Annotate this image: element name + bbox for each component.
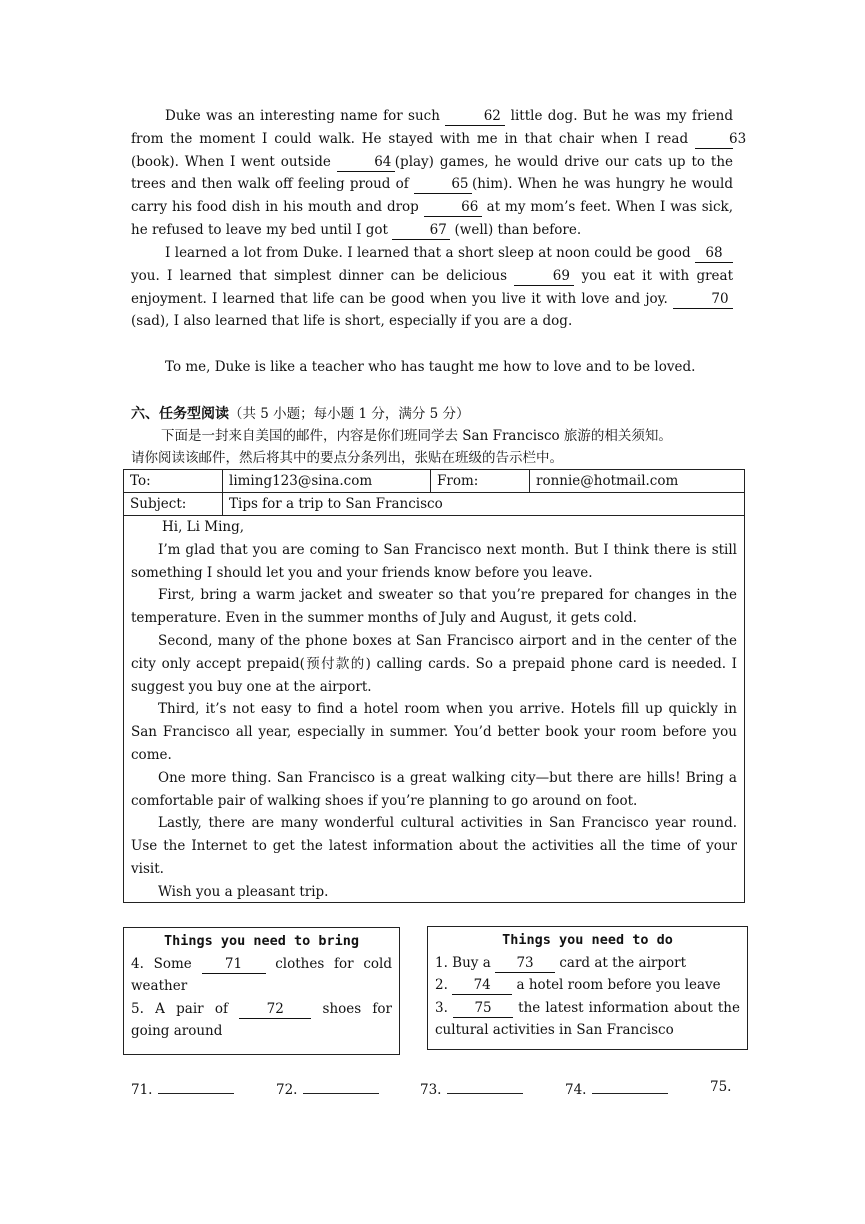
answer-line[interactable] bbox=[447, 1079, 523, 1094]
email-signoff: Wish you a pleasant trip. bbox=[158, 883, 329, 900]
email-from-label: From: bbox=[431, 470, 530, 493]
section-title: 六、任务型阅读 bbox=[131, 406, 229, 422]
email-subject-label: Subject: bbox=[124, 493, 223, 516]
answer-74[interactable] bbox=[565, 1079, 668, 1098]
blank-72[interactable]: 72 bbox=[239, 1001, 311, 1019]
bring-item-4 bbox=[131, 953, 392, 998]
blank-63[interactable]: 63 bbox=[695, 131, 733, 149]
email-to-value: liming123@sina.com bbox=[223, 470, 431, 493]
item-text: clothes for cold weather bbox=[131, 955, 392, 995]
passage-text: (book). When I went outside bbox=[131, 153, 331, 170]
email-paragraph: First, bring a warm jacket and sweater so that you’re prepared for changes in the temperature. Even in the summer months of July and August, it gets cold. bbox=[131, 587, 737, 627]
blank-73[interactable]: 73 bbox=[495, 955, 555, 973]
blank-62[interactable]: 62 bbox=[445, 108, 505, 126]
passage-paragraph-2 bbox=[131, 242, 733, 333]
answer-number: 73. bbox=[420, 1082, 442, 1098]
do-box-title: Things you need to do bbox=[502, 932, 673, 948]
section-heading bbox=[131, 402, 470, 423]
email-to-label: To: bbox=[124, 470, 223, 493]
answer-line[interactable] bbox=[303, 1079, 379, 1094]
passage-text: Duke was an interesting name for such bbox=[165, 108, 440, 124]
item-text: 5. A pair of bbox=[131, 1000, 228, 1017]
answer-line[interactable] bbox=[592, 1079, 668, 1094]
email-header-table bbox=[123, 469, 745, 516]
blank-65[interactable]: 65 bbox=[414, 176, 472, 194]
do-item-3 bbox=[435, 997, 740, 1042]
item-text: card at the airport bbox=[559, 954, 686, 971]
item-text: 1. Buy a bbox=[435, 954, 491, 971]
passage-text: at my mom’s feet. When I was sick, he refused to leave my bed until I got bbox=[131, 199, 733, 238]
email-from-value: ronnie@hotmail.com bbox=[530, 470, 745, 493]
item-text: shoes for going around bbox=[131, 1000, 393, 1040]
answer-line[interactable] bbox=[158, 1079, 234, 1094]
answer-72[interactable] bbox=[276, 1079, 379, 1098]
blank-68[interactable]: 68 bbox=[695, 245, 733, 263]
blank-67[interactable]: 67 bbox=[392, 222, 450, 240]
email-paragraph: One more thing. San Francisco is a great walking city—but there are hills! Bring a comfortable pair of walking shoes if you’re planning to go around on foot. bbox=[131, 769, 737, 809]
answer-number: 72. bbox=[276, 1082, 298, 1098]
section-subtitle: （共 5 小题；每小题 1 分，满分 5 分） bbox=[229, 406, 470, 422]
answer-75[interactable] bbox=[710, 1079, 731, 1095]
bring-item-5 bbox=[131, 998, 392, 1043]
answer-73[interactable] bbox=[420, 1079, 523, 1098]
passage-text: you eat it with great enjoyment. I learned that life can be good when you live it with love and joy. bbox=[131, 267, 734, 307]
passage-text: little dog. But he was my friend from the moment I could walk. He stayed with me in that chair when I read bbox=[131, 108, 734, 147]
blank-70[interactable]: 70 bbox=[673, 291, 733, 309]
email-paragraph: I’m glad that you are coming to San Francisco next month. But I think there is still something I should let you and your friends know before you leave. bbox=[131, 541, 737, 581]
item-text: 4. Some bbox=[131, 955, 192, 972]
blank-71[interactable]: 71 bbox=[202, 956, 266, 974]
email-paragraph: Lastly, there are many wonderful cultural activities in San Francisco year round. Use the Internet to get the latest information about the activities all the time of your visit. bbox=[131, 815, 737, 877]
section-intro-line-1: 下面是一封来自美国的邮件，内容是你们班同学去 San Francisco 旅游的相关须知。 bbox=[161, 428, 672, 444]
email-body-text bbox=[131, 516, 737, 904]
passage-text: (sad), I also learned that life is short, especially if you are a dog. bbox=[131, 313, 573, 330]
blank-64[interactable]: 64 bbox=[337, 154, 395, 172]
do-box bbox=[427, 926, 748, 1050]
passage-text: I learned a lot from Duke. I learned that a short sleep at noon could be good bbox=[165, 245, 691, 261]
do-item-1 bbox=[435, 952, 740, 975]
email-paragraph: Second, many of the phone boxes at San Francisco airport and in the center of the city only accept prepaid(预付款的) calling cards. So a prepaid phone card is needed. I suggest you buy one at the airport. bbox=[131, 632, 737, 695]
blank-74[interactable]: 74 bbox=[452, 977, 512, 995]
email-subject-value: Tips for a trip to San Francisco bbox=[223, 493, 745, 516]
item-text: 2. bbox=[435, 977, 448, 994]
section-intro-line-2: 请你阅读该邮件，然后将其中的要点分条列出，张贴在班级的告示栏中。 bbox=[131, 450, 563, 466]
passage-text: you. I learned that simplest dinner can be delicious bbox=[131, 267, 508, 284]
answer-71[interactable] bbox=[131, 1079, 234, 1098]
bring-box bbox=[123, 927, 400, 1055]
answer-number: 71. bbox=[131, 1082, 153, 1098]
passage-text: (him). When he was hungry he would carry his food dish in his mouth and drop bbox=[131, 176, 733, 216]
blank-66[interactable]: 66 bbox=[424, 199, 482, 217]
blank-75[interactable]: 75 bbox=[453, 1000, 513, 1018]
email-body bbox=[123, 516, 745, 903]
email-greeting: Hi, Li Ming, bbox=[162, 519, 245, 535]
blank-69[interactable]: 69 bbox=[514, 268, 574, 286]
do-item-2 bbox=[435, 974, 740, 997]
passage-text: (well) than before. bbox=[454, 221, 582, 238]
item-text: the latest information about the cultural activities in San Francisco bbox=[435, 999, 740, 1039]
passage-paragraph-3: To me, Duke is like a teacher who has taught me how to love and to be loved. bbox=[165, 359, 696, 375]
passage-paragraph-1 bbox=[131, 105, 747, 242]
bring-box-title: Things you need to bring bbox=[163, 933, 360, 949]
answer-number: 74. bbox=[565, 1082, 587, 1098]
answer-number: 75. bbox=[710, 1079, 732, 1095]
item-text: a hotel room before you leave bbox=[516, 977, 721, 994]
passage-text: (play) games, he would drive our cats up to the trees and then walk off feeling proud of bbox=[131, 153, 734, 193]
item-text: 3. bbox=[435, 999, 448, 1016]
email-paragraph: Third, it’s not easy to find a hotel room when you arrive. Hotels fill up quickly in San Francisco all year, especially in summer. You’d better book your room before you come. bbox=[131, 701, 737, 763]
